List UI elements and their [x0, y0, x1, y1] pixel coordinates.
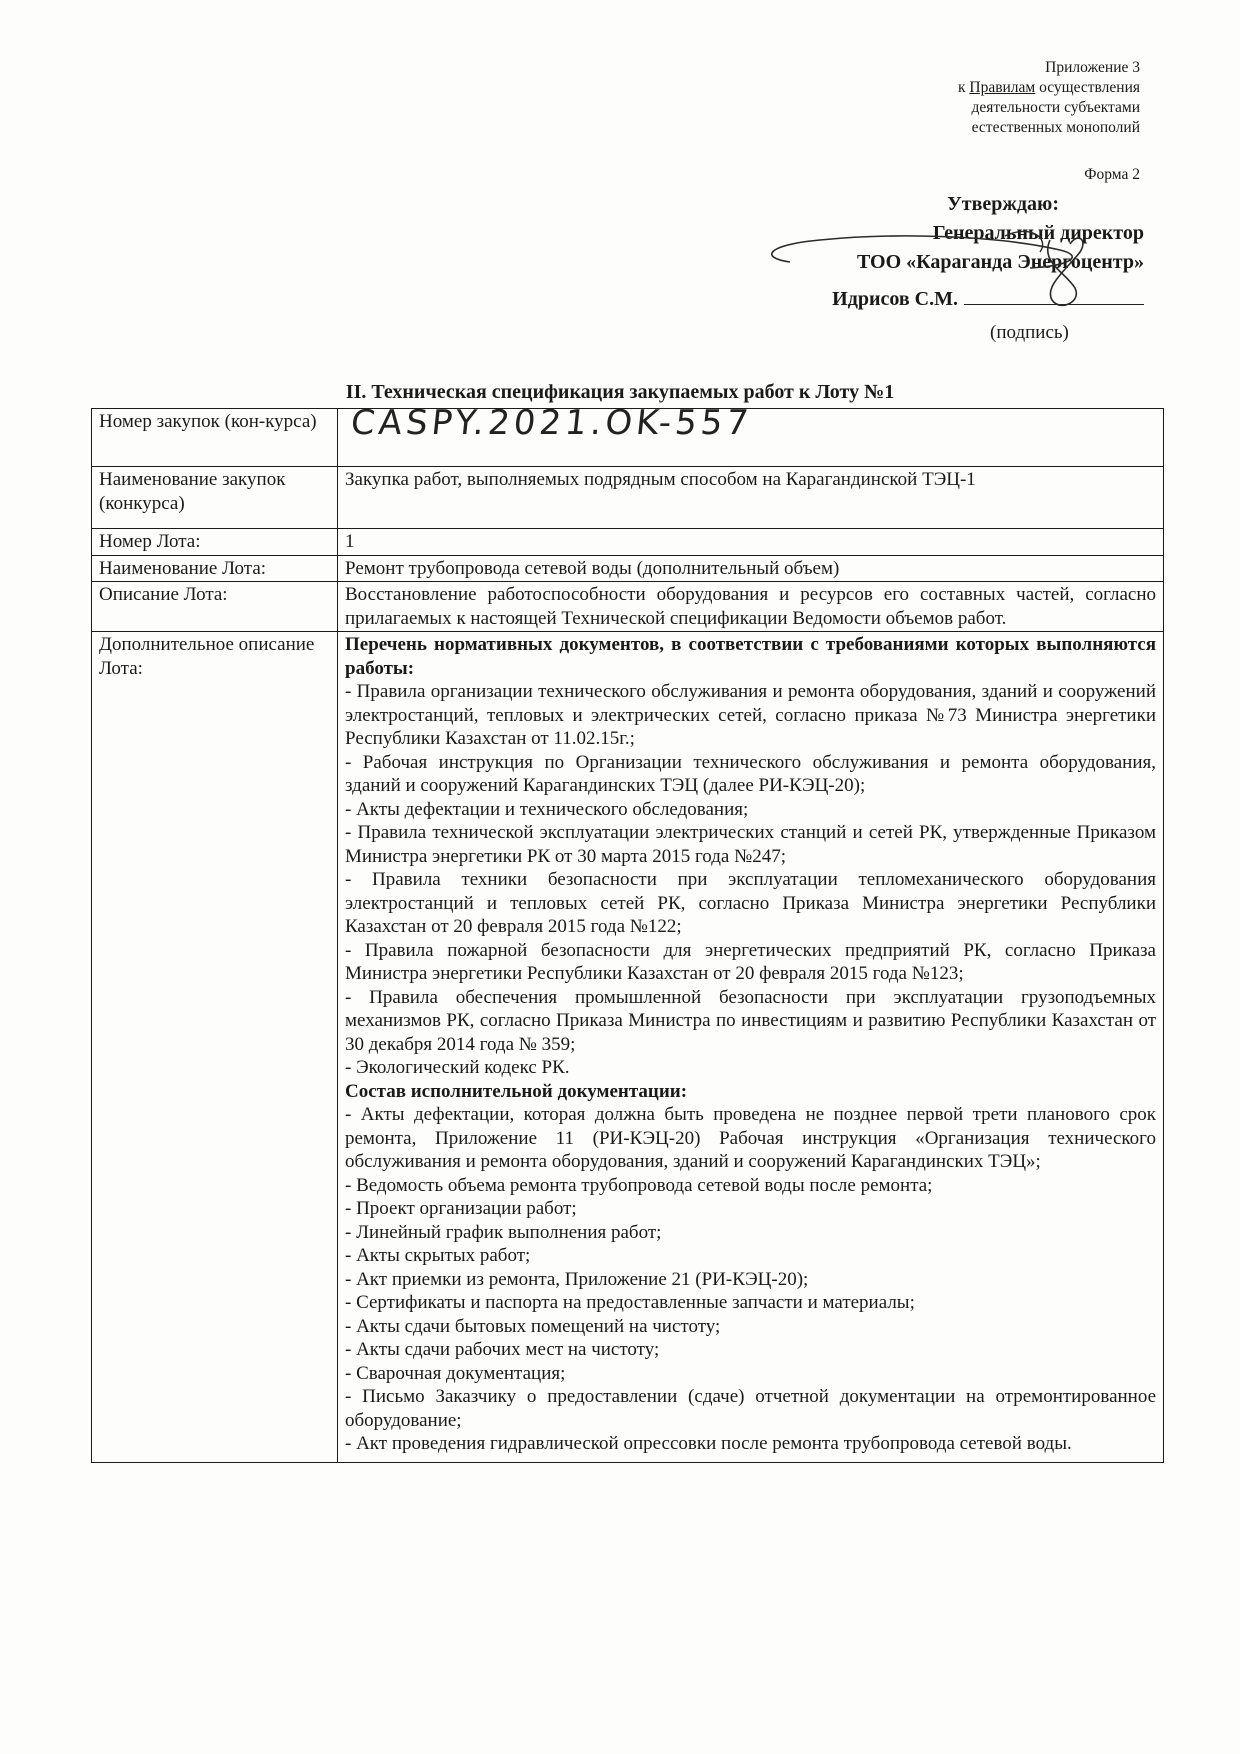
list-item: - Акты дефектации, которая должна быть проведена не позднее первой трети планового срок ремонта, Приложение 11 (РИ-КЭЦ-20) Рабочая инструкция «Организация технического обслуживания и ремонта оборудования, зданий и сооружений Карагандинских ТЭЦ»;	[345, 1104, 1156, 1172]
appendix-line-4: естественных монополий	[971, 119, 1140, 136]
list-item: - Линейный график выполнения работ;	[345, 1221, 662, 1243]
appendix-line-1: Приложение 3	[1045, 59, 1140, 76]
lot-description-label: Описание Лота:	[92, 582, 338, 632]
approver-name: Идрисов С.М.	[832, 288, 958, 310]
list-item: - Экологический кодекс РК.	[345, 1057, 570, 1078]
list-item: - Акт проведения гидравлической опрессовки после ремонта трубопровода сетевой воды.	[345, 1433, 1072, 1454]
exec-docs-list	[345, 1103, 1156, 1456]
approve-label: Утверждаю:	[947, 193, 1059, 215]
list-item: - Сварочная документация;	[345, 1362, 566, 1384]
list-item: - Проект организации работ;	[345, 1198, 577, 1219]
appendix-line-3: деятельности субъектами	[971, 99, 1140, 116]
table-row	[92, 632, 1164, 1463]
list-item: - Акты сдачи бытовых помещений на чистоту;	[345, 1315, 721, 1337]
signature-line	[964, 286, 1144, 305]
appendix-line-2	[840, 78, 1140, 98]
appendix-line-2-suffix: осуществления	[1035, 79, 1140, 96]
table-row	[92, 467, 1164, 529]
lot-name-label: Наименование Лота:	[92, 555, 338, 582]
lot-number-label: Номер Лота:	[92, 529, 338, 556]
lot-name-value: Ремонт трубопровода сетевой воды (дополнительный объем)	[338, 555, 1164, 582]
list-item: - Правила обеспечения промышленной безопасности при эксплуатации грузоподъемных механизмов РК, согласно Приказа Министра по инвестициям и развитию Республики Казахстан от 30 декабря 2014 года № 359;	[345, 986, 1156, 1055]
exec-docs-heading: Состав исполнительной документации:	[345, 1080, 688, 1102]
procurement-number-handwritten: CASPY.2021.OK-557	[348, 403, 755, 443]
section-title: II. Техническая спецификация закупаемых работ к Лоту №1	[345, 381, 895, 403]
list-item: - Правила пожарной безопасности для энергетических предприятий РК, согласно Приказа Министра энергетики Республики Казахстан от 20 февраля 2015 года №123;	[345, 939, 1156, 984]
signature-caption: (подпись)	[990, 322, 1069, 343]
list-item: - Письмо Заказчику о предоставлении (сдаче) отчетной документации на отремонтированное оборудование;	[345, 1386, 1156, 1431]
appendix-line-2-prefix: к	[957, 79, 970, 96]
lot-description-value: Восстановление работоспособности оборудования и ресурсов его составных частей, согласно прилагаемых к настоящей Технической спецификации Ведомости объемов работ.	[338, 582, 1164, 632]
additional-description-label: Дополнительное описание Лота:	[92, 632, 338, 1463]
list-item: - Рабочая инструкция по Организации технического обслуживания и ремонта оборудования, зданий и сооружений Карагандинских ТЭЦ (далее РИ-КЭЦ-20);	[345, 751, 1156, 796]
procurement-name-value: Закупка работ, выполняемых подрядным способом на Карагандинской ТЭЦ-1	[338, 467, 1164, 529]
list-item: - Правила технической эксплуатации электрических станций и сетей РК, утвержденные Приказом Министра энергетики РК от 30 марта 2015 года №247;	[345, 822, 1156, 867]
list-item: - Правила техники безопасности при эксплуатации тепломеханического оборудования электростанций и тепловых сетей РК, согласно Приказа Министра энергетики Республики Казахстан от 20 февраля 2015 года №122;	[345, 869, 1156, 937]
procurement-number-label: Номер закупок (кон-курса)	[92, 409, 338, 467]
list-item: - Ведомость объема ремонта трубопровода сетевой воды после ремонта;	[345, 1174, 933, 1196]
table-row	[92, 582, 1164, 632]
lot-number-value: 1	[338, 529, 1164, 556]
table-row	[92, 555, 1164, 582]
list-item: - Акты дефектации и технического обследования;	[345, 798, 749, 820]
procurement-number-value	[338, 403, 1164, 467]
approval-block	[724, 190, 1144, 314]
list-item: - Правила организации технического обслуживания и ремонта оборудования, зданий и сооружений электростанций, тепловых и электрических сетей, согласно приказа №73 Министра энергетики Республики Казахстан от 11.02.15г.;	[345, 681, 1156, 749]
table-row	[92, 529, 1164, 556]
specification-table	[91, 403, 1164, 1463]
list-item: - Сертификаты и паспорта на предоставленные запчасти и материалы;	[345, 1292, 915, 1313]
approver-position: Генеральный директор	[932, 222, 1144, 244]
procurement-name-label: Наименование закупок (конкурса)	[92, 467, 338, 529]
form-number: Форма 2	[1084, 166, 1140, 183]
list-item: - Акты сдачи рабочих мест на чистоту;	[345, 1339, 660, 1360]
approver-company: ТОО «Караганда Энергоцентр»	[856, 251, 1144, 273]
list-item: - Акты скрытых работ;	[345, 1245, 531, 1266]
appendix-block	[840, 58, 1140, 138]
list-item: - Акт приемки из ремонта, Приложение 21 (РИ-КЭЦ-20);	[345, 1268, 809, 1290]
additional-description-value	[338, 632, 1164, 1463]
normative-docs-list	[345, 680, 1156, 1080]
table-row	[92, 409, 1164, 467]
approver-name-line	[724, 285, 1144, 314]
rules-link: Правилам	[969, 79, 1036, 96]
normative-docs-heading: Перечень нормативных документов, в соответствии с требованиями которых выполняются работы:	[345, 634, 1156, 679]
